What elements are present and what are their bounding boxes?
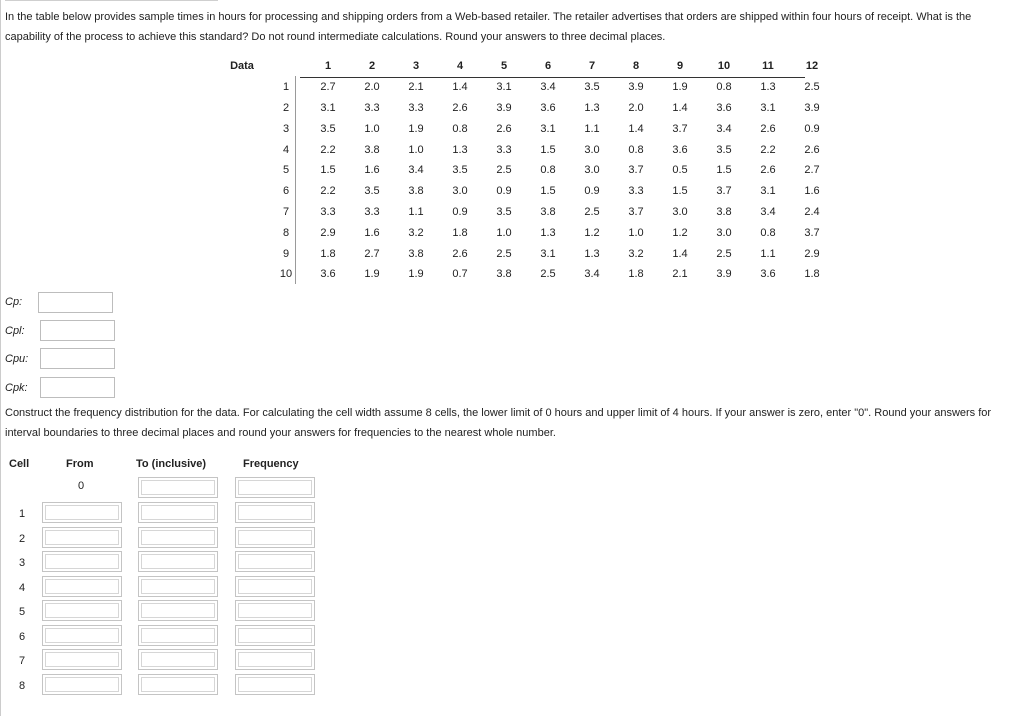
cell-number: 8	[18, 679, 26, 692]
frequency-input[interactable]	[235, 625, 315, 646]
table-cell: 1.5	[320, 164, 336, 177]
table-cell: 2.7	[320, 81, 336, 94]
to-input[interactable]	[138, 576, 218, 597]
row-label: 4	[282, 143, 290, 156]
to-input[interactable]	[138, 477, 218, 498]
cpu-label: Cpu:	[5, 353, 29, 365]
table-cell: 1.5	[540, 143, 556, 156]
table-cell: 3.0	[584, 164, 600, 177]
cell-number: 5	[18, 606, 26, 618]
table-cell: 3.5	[320, 122, 336, 135]
table-row	[218, 202, 834, 223]
table-cell: 3.4	[540, 81, 556, 94]
data-table-header-row	[218, 56, 834, 77]
table-cell: 2.9	[320, 226, 336, 239]
to-input[interactable]	[138, 649, 218, 670]
table-cell: 3.5	[496, 205, 512, 218]
table-cell: 3.3	[364, 101, 380, 114]
table-cell: 2.2	[320, 143, 336, 156]
column-header: 6	[544, 60, 552, 73]
table-cell: 2.5	[496, 164, 512, 177]
frequency-input[interactable]	[235, 674, 315, 695]
table-cell: 2.7	[804, 164, 820, 177]
from-input[interactable]	[42, 527, 122, 548]
table-cell: 3.8	[540, 205, 556, 218]
cp-label: Cp:	[5, 296, 23, 308]
cell-number: 3	[18, 557, 26, 569]
table-cell: 0.8	[628, 143, 644, 156]
table-cell: 1.8	[804, 268, 820, 281]
table-cell: 3.8	[716, 205, 732, 218]
from-input[interactable]	[42, 649, 122, 670]
to-input[interactable]	[138, 674, 218, 695]
table-cell: 2.6	[452, 101, 468, 114]
table-cell: 3.7	[672, 122, 688, 135]
table-cell: 3.1	[496, 81, 512, 94]
table-row	[218, 243, 834, 264]
table-cell: 2.6	[496, 122, 512, 135]
table-cell: 3.5	[584, 81, 600, 94]
row-spacer	[218, 222, 266, 243]
column-header: 5	[500, 60, 508, 73]
to-header: To (inclusive)	[136, 458, 207, 470]
row-spacer	[218, 243, 266, 264]
table-cell: 3.8	[364, 143, 380, 156]
column-header: 9	[676, 60, 684, 73]
row-label: 7	[282, 205, 290, 218]
table-cell: 2.6	[804, 143, 820, 156]
table-cell: 3.0	[584, 143, 600, 156]
table-cell: 1.9	[672, 81, 688, 94]
table-cell: 3.5	[452, 164, 468, 177]
table-cell: 3.0	[452, 185, 468, 198]
table-cell: 1.4	[452, 81, 468, 94]
table-cell: 0.9	[584, 185, 600, 198]
table-cell: 3.5	[364, 185, 380, 198]
column-header: 7	[588, 60, 596, 73]
table-cell: 3.3	[408, 101, 424, 114]
table-cell: 1.3	[584, 101, 600, 114]
table-row	[218, 264, 834, 285]
table-cell: 2.9	[804, 247, 820, 260]
table-cell: 3.0	[672, 205, 688, 218]
table-cell: 3.4	[716, 122, 732, 135]
from-input[interactable]	[42, 502, 122, 523]
table-cell: 1.8	[452, 226, 468, 239]
table-cell: 1.1	[760, 247, 776, 260]
table-cell: 1.1	[408, 205, 424, 218]
table-row	[218, 118, 834, 139]
table-cell: 3.4	[760, 205, 776, 218]
cell-number: 4	[18, 581, 26, 594]
table-cell: 3.8	[408, 185, 424, 198]
table-cell: 1.3	[540, 226, 556, 239]
table-cell: 0.9	[496, 185, 512, 198]
row-spacer	[218, 160, 266, 181]
data-table-body	[218, 77, 834, 285]
table-cell: 3.8	[408, 247, 424, 260]
to-input[interactable]	[138, 502, 218, 523]
table-cell: 1.0	[364, 122, 380, 135]
table-cell: 1.0	[496, 226, 512, 239]
top-divider	[5, 0, 218, 1]
frequency-input[interactable]	[235, 600, 315, 621]
table-cell: 2.2	[320, 185, 336, 198]
table-cell: 2.5	[716, 247, 732, 260]
table-cell: 1.5	[716, 164, 732, 177]
table-cell: 3.7	[716, 185, 732, 198]
table-cell: 0.8	[452, 122, 468, 135]
table-cell: 1.9	[364, 268, 380, 281]
from-header: From	[66, 458, 94, 470]
table-cell: 3.3	[364, 205, 380, 218]
table-cell: 1.2	[672, 226, 688, 239]
table-cell: 2.5	[584, 205, 600, 218]
table-cell: 1.5	[672, 185, 688, 198]
table-cell: 2.7	[364, 247, 380, 260]
table-cell: 2.6	[760, 164, 776, 177]
from-input[interactable]	[42, 551, 122, 572]
table-cell: 1.1	[584, 122, 600, 135]
table-row	[218, 77, 834, 98]
cpl-label: Cpl:	[5, 325, 25, 337]
table-cell: 1.4	[672, 101, 688, 114]
column-header: 2	[368, 60, 376, 73]
table-cell: 0.9	[452, 205, 468, 218]
table-row	[218, 139, 834, 160]
table-cell: 3.7	[628, 164, 644, 177]
row-spacer	[218, 202, 266, 223]
table-cell: 3.1	[760, 185, 776, 198]
table-cell: 1.5	[540, 185, 556, 198]
frequency-input[interactable]	[235, 477, 315, 498]
table-cell: 1.8	[628, 268, 644, 281]
cpu-input[interactable]	[40, 348, 115, 369]
table-cell: 2.6	[452, 247, 468, 260]
table-cell: 2.0	[628, 101, 644, 114]
row-spacer	[218, 98, 266, 119]
table-cell: 3.1	[320, 101, 336, 114]
column-header: 1	[324, 60, 332, 73]
table-cell: 3.4	[408, 164, 424, 177]
table-cell: 1.0	[408, 143, 424, 156]
table-cell: 3.2	[408, 226, 424, 239]
table-cell: 3.3	[320, 205, 336, 218]
question-text: In the table below provides sample times in hours for processing and shipping orders from a Web-based retailer. The retailer advertises that orders are shipped within four hours of receipt. What is the capability of the process to achieve this standard? Do not round intermediate calculations. Round your answers to three decimal places.	[5, 11, 972, 43]
table-cell: 1.4	[628, 122, 644, 135]
row-spacer	[218, 118, 266, 139]
table-row	[218, 181, 834, 202]
table-cell: 3.6	[716, 101, 732, 114]
table-cell: 3.3	[628, 185, 644, 198]
cell-number: 6	[18, 630, 26, 643]
table-cell: 1.2	[584, 226, 600, 239]
table-cell: 3.6	[672, 143, 688, 156]
cpk-label: Cpk:	[5, 382, 28, 394]
table-cell: 1.4	[672, 247, 688, 260]
table-cell: 3.9	[804, 101, 820, 114]
table-row	[218, 98, 834, 119]
table-cell: 3.8	[496, 268, 512, 281]
table-cell: 1.3	[760, 81, 776, 94]
frequency-input[interactable]	[235, 527, 315, 548]
row-label: 5	[282, 164, 290, 177]
table-cell: 0.9	[804, 122, 820, 135]
table-cell: 0.8	[540, 164, 556, 177]
table-row	[218, 160, 834, 181]
frequency-header: Frequency	[243, 458, 299, 470]
frequency-input[interactable]	[235, 649, 315, 670]
table-cell: 0.7	[452, 268, 468, 281]
cell-number: 1	[18, 508, 26, 520]
to-input[interactable]	[138, 551, 218, 572]
column-header: 4	[456, 60, 464, 73]
table-cell: 3.9	[628, 81, 644, 94]
frequency-question-text: Construct the frequency distribution for the data. For calculating the cell width assume 8 cells, the lower limit of 0 hours and upper limit of 4 hours. If your answer is zero, enter "0". Round your answers for interval boundaries to three decimal places and round your answers for frequencies to the nearest whole number.	[5, 407, 992, 439]
table-cell: 3.6	[320, 268, 336, 281]
row-label: 6	[282, 185, 290, 198]
table-cell: 3.0	[716, 226, 732, 239]
table-cell: 1.6	[364, 226, 380, 239]
table-cell: 3.9	[716, 268, 732, 281]
table-cell: 3.3	[496, 143, 512, 156]
table-cell: 2.5	[540, 268, 556, 281]
row-label: 10	[279, 268, 293, 281]
table-cell: 3.7	[804, 226, 820, 239]
table-cell: 3.9	[496, 101, 512, 114]
table-cell: 3.4	[584, 268, 600, 281]
cell-number: 7	[18, 655, 26, 667]
table-cell: 2.6	[760, 122, 776, 135]
to-input[interactable]	[138, 527, 218, 548]
column-header: 8	[632, 60, 640, 73]
header-underline	[300, 77, 805, 78]
table-cell: 3.1	[540, 247, 556, 260]
cell-header: Cell	[9, 458, 30, 470]
column-header: 12	[805, 60, 819, 73]
table-cell: 2.1	[408, 81, 424, 94]
table-cell: 0.8	[760, 226, 776, 239]
table-cell: 2.2	[760, 143, 776, 156]
row-label: 1	[282, 81, 290, 94]
frequency-input[interactable]	[235, 502, 315, 523]
row-label: 3	[282, 122, 290, 135]
table-cell: 1.6	[804, 185, 820, 198]
table-cell: 1.3	[584, 247, 600, 260]
table-cell: 2.0	[364, 81, 380, 94]
table-cell: 1.9	[408, 122, 424, 135]
table-cell: 2.5	[804, 81, 820, 94]
frequency-input[interactable]	[235, 551, 315, 572]
row-label: 9	[282, 247, 290, 260]
data-table	[218, 56, 834, 285]
table-cell: 0.5	[672, 164, 688, 177]
cp-input[interactable]	[38, 292, 113, 313]
row-label-header	[266, 56, 306, 77]
table-cell: 1.9	[408, 268, 424, 281]
row-label: 2	[282, 101, 290, 114]
table-cell: 2.4	[804, 205, 820, 218]
table-cell: 2.1	[672, 268, 688, 281]
cell-number: 2	[18, 532, 26, 545]
table-cell: 3.6	[540, 101, 556, 114]
table-cell: 1.8	[320, 247, 336, 260]
column-header: 10	[717, 60, 731, 73]
frequency-input[interactable]	[235, 576, 315, 597]
row-label-separator	[295, 76, 296, 284]
row-label: 8	[282, 226, 290, 239]
left-divider	[0, 0, 1, 716]
to-input[interactable]	[138, 625, 218, 646]
table-cell: 1.6	[364, 164, 380, 177]
table-row	[218, 222, 834, 243]
row-spacer	[218, 264, 266, 285]
table-cell: 2.5	[496, 247, 512, 260]
row-spacer	[218, 181, 266, 202]
table-cell: 1.0	[628, 226, 644, 239]
from-input[interactable]	[42, 600, 122, 621]
table-cell: 3.7	[628, 205, 644, 218]
table-cell: 3.2	[628, 247, 644, 260]
from-input[interactable]	[42, 674, 122, 695]
row-spacer	[218, 77, 266, 98]
first-from-value: 0	[78, 480, 85, 492]
table-cell: 3.1	[760, 101, 776, 114]
from-input[interactable]	[42, 625, 122, 646]
from-input[interactable]	[42, 576, 122, 597]
column-header: 3	[412, 60, 420, 73]
table-cell: 1.3	[452, 143, 468, 156]
cpl-input[interactable]	[40, 320, 115, 341]
table-cell: 3.1	[540, 122, 556, 135]
table-cell: 3.5	[716, 143, 732, 156]
row-spacer	[218, 139, 266, 160]
cpk-input[interactable]	[40, 377, 115, 398]
to-input[interactable]	[138, 600, 218, 621]
table-cell: 0.8	[716, 81, 732, 94]
table-cell: 3.6	[760, 268, 776, 281]
column-header: 11	[762, 60, 774, 73]
data-label: Data	[230, 60, 254, 73]
